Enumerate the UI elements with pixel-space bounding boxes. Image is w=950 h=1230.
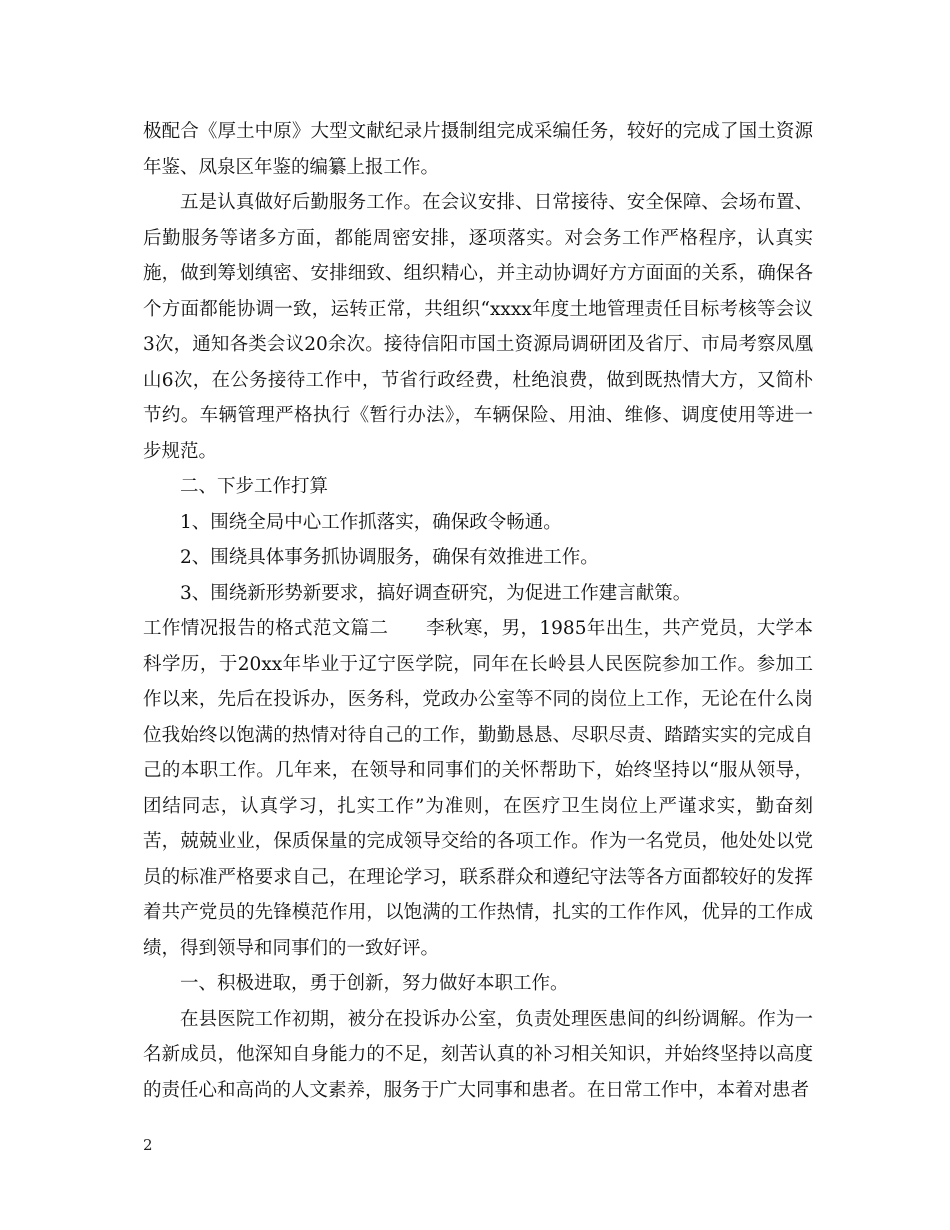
paragraph-continuation: 极配合《厚土中原》大型文献纪录片摄制组完成采编任务，较好的完成了国土资源年鉴、凤泉区年鉴的编纂上报工作。 [143,121,813,178]
section-heading-proactive: 一、积极进取，勇于创新，努力做好本职工作。 [180,973,569,994]
page-number: 2 [143,1136,153,1154]
list-item-1: 1、围绕全局中心工作抓落实，确保政令畅通。 [180,511,562,533]
section-heading-next-steps: 二、下步工作打算 [180,476,329,497]
document-body [143,114,813,1108]
list-item-2: 2、围绕具体事务抓协调服务，确保有效推进工作。 [180,547,599,568]
list-item-3: 3、围绕新形势新要求，搞好调查研究，为促进工作建言献策。 [180,582,692,604]
paragraph-sample-two: 工作情况报告的格式范文篇二 李秋寒，男，1985年出生，共产党员，大学本科学历，于20xx年毕业于辽宁医学院，同年在长岭县人民医院参加工作。参加工作以来，先后在投诉办，医务科，党政办公室等不同的岗位上工作，无论在什么岗位我始终以饱满的热情对待自己的工作，勤勤恳恳、尽职尽责、踏踏实实的完成自己的本职工作。几年来，在领导和同事们的关怀帮助下，始终坚持以“服从领导，团结同志，认真学习，扎实工作”为准则，在医疗卫生岗位上严谨求实，勤奋刻苦，兢兢业业，保质保量的完成领导交给的各项工作。作为一名党员，他处处以党员的标准严格要求自己，在理论学习，联系群众和遵纪守法等各方面都较好的发挥着共产党员的先锋模范作用，以饱满的工作热情，扎实的工作作风，优异的工作成绩，得到领导和同事们的一致好评。 [143,618,813,959]
paragraph-early-work: 在县医院工作初期，被分在投诉办公室，负责处理医患间的纠纷调解。作为一名新成员，他深知自身能力的不足，刻苦认真的补习相关知识，并始终坚持以高度的责任心和高尚的人文素养，服务于广大同事和患者。在日常工作中，本着对患者 [143,1008,813,1101]
paragraph-logistics-service: 五是认真做好后勤服务工作。在会议安排、日常接待、安全保障、会场布置、后勤服务等诸多方面，都能周密安排，逐项落实。对会务工作严格程序，认真实施，做到筹划缜密、安排细致、组织精心，并主动协调好方方面面的关系，确保各个方面都能协调一致，运转正常，共组织“xxxx年度土地管理责任目标考核等会议3次，通知各类会议20余次。接待信阳市国土资源局调研团及省厅、市局考察凤凰山6次，在公务接待工作中，节省行政经费，杜绝浪费，做到既热情大方，又简朴节约。车辆管理严格执行《暂行办法》，车辆保险、用油、维修、调度使用等进一步规范。 [143,192,813,462]
